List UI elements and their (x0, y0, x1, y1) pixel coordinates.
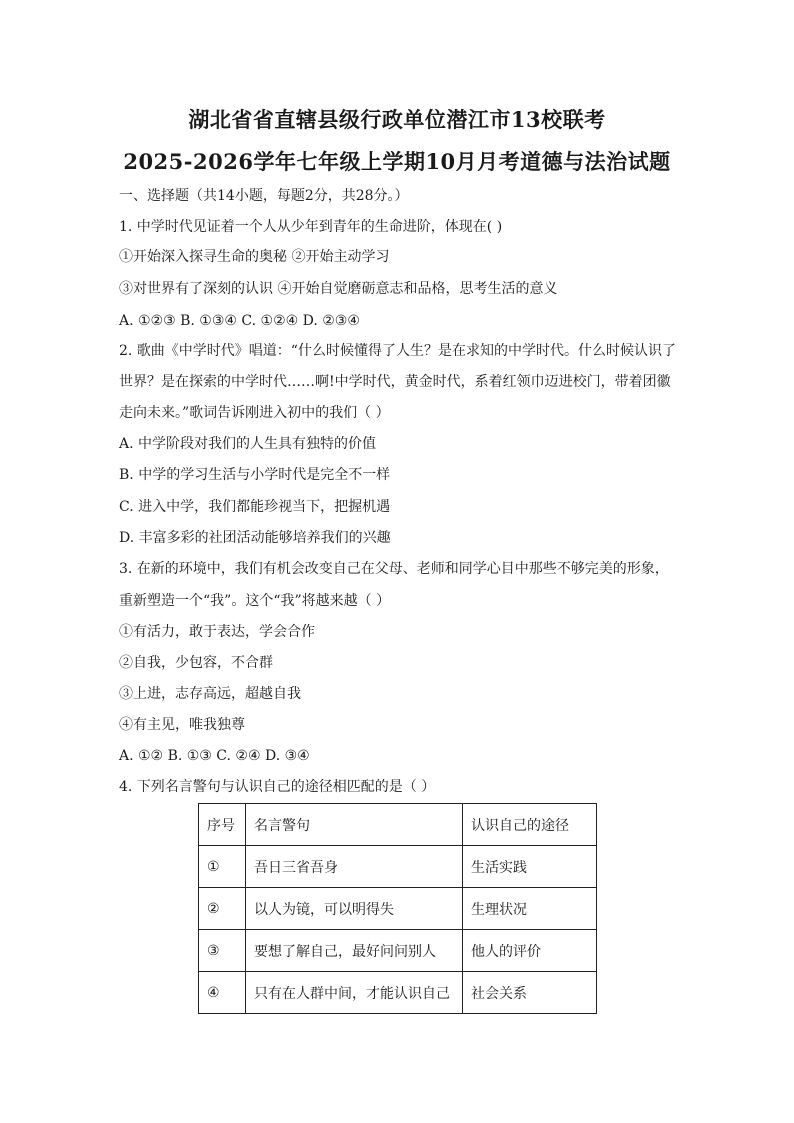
table-row (199, 972, 597, 1014)
table-cell: ② (199, 888, 246, 930)
table-cell: 以人为镜，可以明得失 (246, 888, 463, 930)
q2-option-b: B. 中学的学习生活与小学时代是完全不一样 (119, 467, 391, 483)
table-cell: 生活实践 (463, 846, 597, 888)
table-row (199, 846, 597, 888)
table-cell: 生理状况 (463, 888, 597, 930)
q3-stem-line1: 3. 在新的环境中，我们有机会改变自己在父母、老师和同学心目中那些不够完美的形象， (119, 561, 669, 577)
exam-title-line1: 湖北省省直辖县级行政单位潜江市13校联考 (188, 107, 606, 132)
q3-options: A. ①② B. ①③ C. ②④ D. ③④ (119, 748, 310, 764)
q2-option-c: C. 进入中学，我们都能珍视当下，把握机遇 (119, 499, 391, 515)
exam-title-line2: 2025-2026学年七年级上学期10月月考道德与法治试题 (123, 149, 671, 174)
q4-stem: 4. 下列名言警句与认识自己的途径相匹配的是（ ） (119, 779, 436, 795)
q1-items-line1: ①开始深入探寻生命的奥秘 ②开始主动学习 (119, 249, 390, 265)
q1-stem: 1. 中学时代见证着一个人从少年到青年的生命进阶，体现在( ) (119, 219, 503, 235)
table-row (199, 888, 597, 930)
table-cell: 社会关系 (463, 972, 597, 1014)
q2-stem-line2: 世界？是在探索的中学时代……啊!中学时代，黄金时代，系着红领巾迈进校门，带着团徽 (119, 374, 671, 390)
table-header-cell: 名言警句 (246, 804, 463, 846)
table-cell: 要想了解自己，最好问问别人 (246, 930, 463, 972)
table-cell: 吾日三省吾身 (246, 846, 463, 888)
section-heading: 一、选择题（共14小题，每题2分，共28分。） (119, 188, 409, 204)
q2-stem-line1: 2. 歌曲《中学时代》唱道：“什么时候懂得了人生？是在求知的中学时代。什么时候认识了 (119, 343, 676, 359)
q2-stem-line3: 走向未来。”歌词告诉刚进入初中的我们（ ） (119, 405, 390, 421)
q3-stem-line2: 重新塑造一个“我”。这个“我”将越来越（ ） (119, 593, 391, 609)
q3-item1: ①有活力，敢于表达，学会合作 (119, 624, 315, 640)
q1-options: A. ①②③ B. ①③④ C. ①②④ D. ②③④ (119, 313, 360, 329)
table-row (199, 930, 597, 972)
table-cell: ① (199, 846, 246, 888)
table-header-cell: 序号 (199, 804, 246, 846)
table-cell: 只有在人群中间，才能认识自己 (246, 972, 463, 1014)
quotes-table (198, 803, 597, 1014)
table-header-cell: 认识自己的途径 (463, 804, 597, 846)
q2-option-d: D. 丰富多彩的社团活动能够培养我们的兴趣 (119, 530, 391, 546)
table-cell: ③ (199, 930, 246, 972)
q1-items-line2: ③对世界有了深刻的认识 ④开始自觉磨砺意志和品格，思考生活的意义 (119, 281, 558, 297)
table-cell: ④ (199, 972, 246, 1014)
table-cell: 他人的评价 (463, 930, 597, 972)
q3-item3: ③上进，志存高远，超越自我 (119, 686, 301, 702)
q3-item2: ②自我，少包容，不合群 (119, 655, 273, 671)
q2-option-a: A. 中学阶段对我们的人生具有独特的价值 (119, 436, 377, 452)
table-header-row (199, 804, 597, 846)
q3-item4: ④有主见，唯我独尊 (119, 717, 245, 733)
